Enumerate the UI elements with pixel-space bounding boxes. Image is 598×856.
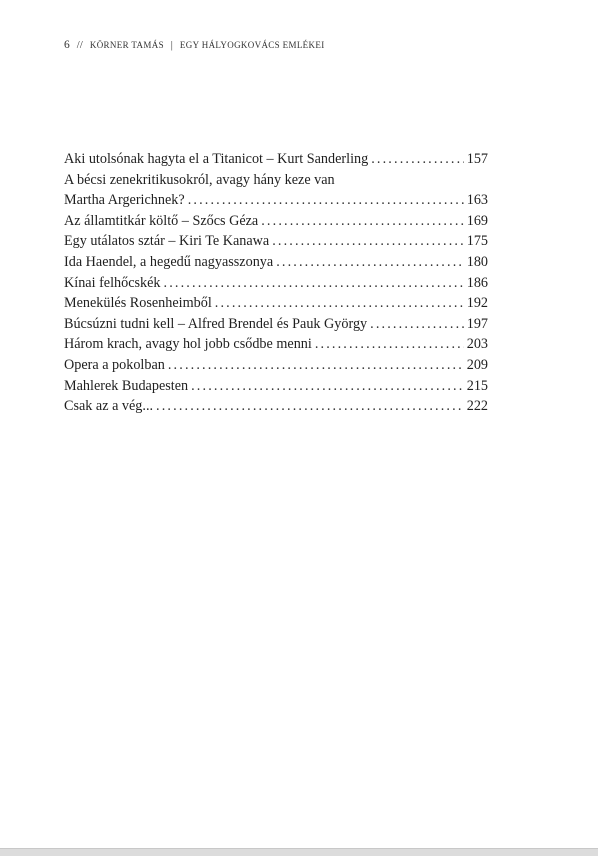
- toc-entry: [64, 252, 488, 273]
- toc-entry: [64, 376, 488, 397]
- toc-entry-page: 157: [466, 151, 488, 167]
- toc-entry: [64, 396, 488, 417]
- toc-entry-page: 197: [466, 315, 488, 332]
- toc-entry-page: 222: [466, 398, 488, 415]
- running-head-divider: |: [170, 40, 174, 51]
- toc-entry: [64, 211, 488, 232]
- running-head-author: KÖRNER TAMÁS: [89, 40, 164, 50]
- toc-entry: [64, 149, 488, 170]
- leader-dots: [188, 190, 464, 211]
- toc-entry-title: Aki utolsónak hagyta el a Titanicot – Kurt Sanderling: [64, 151, 369, 167]
- leader-dots: [164, 273, 464, 294]
- toc-entry: [64, 314, 488, 335]
- page-bottom-edge: [0, 848, 598, 856]
- table-of-contents: [64, 149, 488, 417]
- leader-dots: [276, 252, 464, 273]
- toc-entry-title-first-line: A bécsi zenekritikusokról, avagy hány keze van: [64, 171, 335, 188]
- toc-entry-title: Az államtitkár költő – Szőcs Géza: [64, 212, 259, 229]
- leader-dots: [370, 314, 464, 335]
- toc-entry: [64, 293, 488, 314]
- leader-dots: [272, 231, 464, 252]
- toc-entry-page: 215: [466, 377, 488, 394]
- running-head-title: EGY HÁLYOGKOVÁCS EMLÉKEI: [179, 40, 325, 50]
- toc-entry: [64, 273, 488, 294]
- toc-entry-title: Búcsúzni tudni kell – Alfred Brendel és Pauk György: [64, 315, 368, 332]
- toc-entry: [64, 231, 488, 252]
- toc-entry-title: Csak az a vég...: [64, 398, 154, 415]
- leader-dots: [168, 355, 464, 376]
- toc-entry-page: 169: [466, 212, 488, 229]
- toc-entry-page: 175: [466, 233, 488, 250]
- toc-entry: [64, 355, 488, 376]
- leader-dots: [215, 293, 464, 314]
- toc-entry-title-line1: [64, 170, 488, 191]
- toc-entry-title: Mahlerek Budapesten: [64, 377, 189, 394]
- running-head: [64, 39, 325, 51]
- toc-entry-page: 203: [466, 336, 488, 353]
- leader-dots: [371, 149, 464, 170]
- toc-entry-title: Három krach, avagy hol jobb csődbe menni: [64, 336, 312, 353]
- leader-dots: [315, 334, 464, 355]
- leader-dots: [191, 376, 464, 397]
- toc-entry-title: Menekülés Rosenheimből: [64, 295, 212, 312]
- toc-entry: [64, 190, 488, 211]
- toc-entry-page: 186: [466, 274, 488, 291]
- toc-entry: [64, 334, 488, 355]
- toc-entry-title: Kínai felhőcskék: [64, 274, 161, 291]
- toc-entry-page: 192: [466, 295, 488, 312]
- leader-dots: [156, 396, 464, 417]
- toc-entry-page: 180: [466, 253, 488, 270]
- toc-entry-page: 209: [466, 356, 488, 373]
- toc-entry-title: Martha Argerichnek?: [64, 192, 185, 209]
- page-number: 6: [64, 39, 70, 51]
- running-head-separator: //: [76, 40, 84, 51]
- toc-entry-page: 163: [466, 192, 488, 209]
- toc-entry-title: Opera a pokolban: [64, 356, 165, 373]
- leader-dots: [261, 211, 463, 232]
- toc-entry-title: Ida Haendel, a hegedű nagyasszonya: [64, 253, 274, 270]
- toc-entry-title: Egy utálatos sztár – Kiri Te Kanawa: [64, 233, 270, 250]
